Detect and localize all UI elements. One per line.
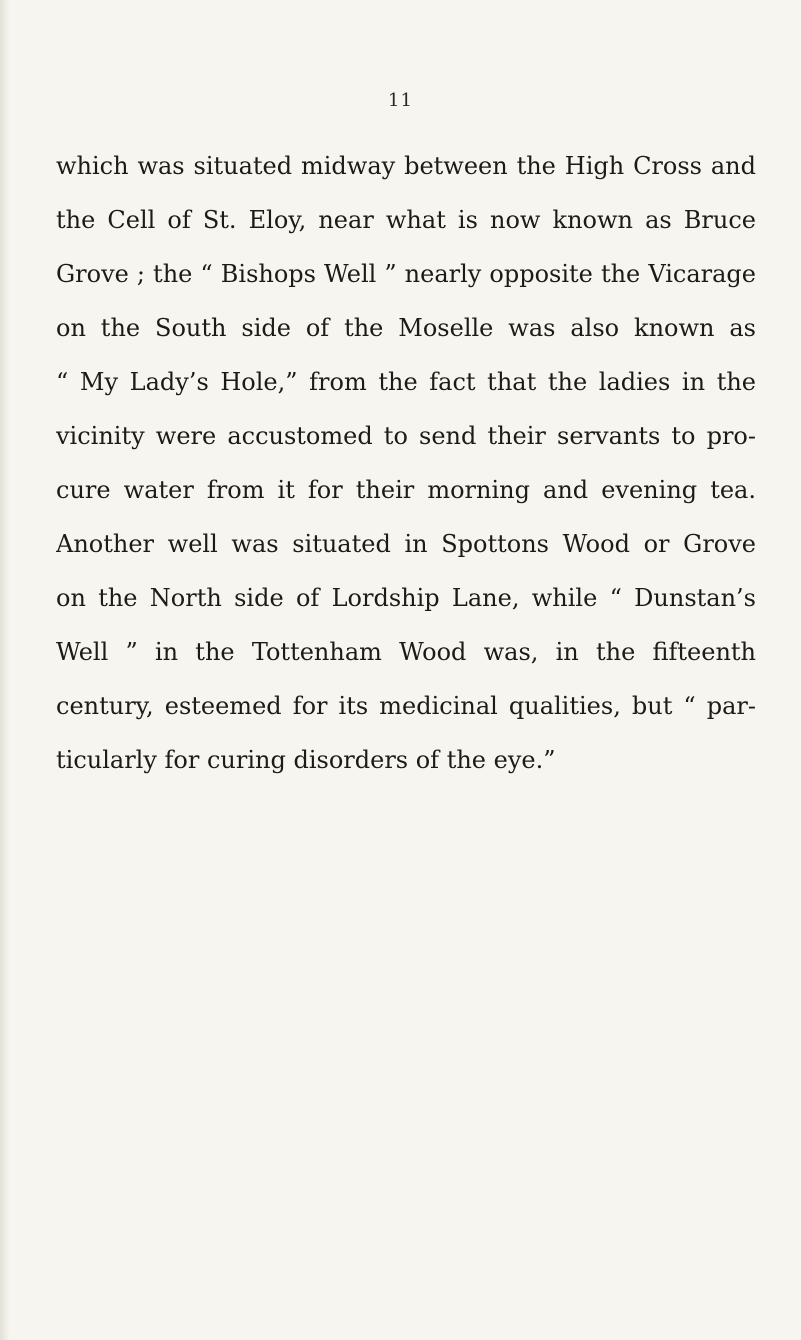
text-line: ticularly for curing disorders of the eye.” bbox=[56, 746, 556, 774]
text-line: the Cell of St. Eloy, near what is now known as Bruce bbox=[56, 206, 756, 234]
body-paragraph bbox=[56, 150, 756, 798]
text-line: Well ” in the Tottenham Wood was, in the fifteenth bbox=[56, 638, 756, 666]
text-line: on the South side of the Moselle was also known as bbox=[56, 314, 756, 342]
text-line: Grove ; the “ Bishops Well ” nearly opposite the Vicarage bbox=[56, 260, 756, 288]
text-line: on the North side of Lordship Lane, while “ Dunstan’s bbox=[56, 584, 756, 612]
spine-shadow bbox=[0, 0, 10, 1340]
text-line: century, esteemed for its medicinal qualities, but “ par- bbox=[56, 692, 756, 720]
text-line: Another well was situated in Spottons Wood or Grove bbox=[56, 530, 756, 558]
page-number: 11 bbox=[388, 90, 413, 111]
text-line: cure water from it for their morning and evening tea. bbox=[56, 476, 756, 504]
text-line: “ My Lady’s Hole,” from the fact that the ladies in the bbox=[56, 368, 756, 396]
text-line: which was situated midway between the High Cross and bbox=[56, 152, 756, 180]
text-line: vicinity were accustomed to send their servants to pro- bbox=[56, 422, 756, 450]
